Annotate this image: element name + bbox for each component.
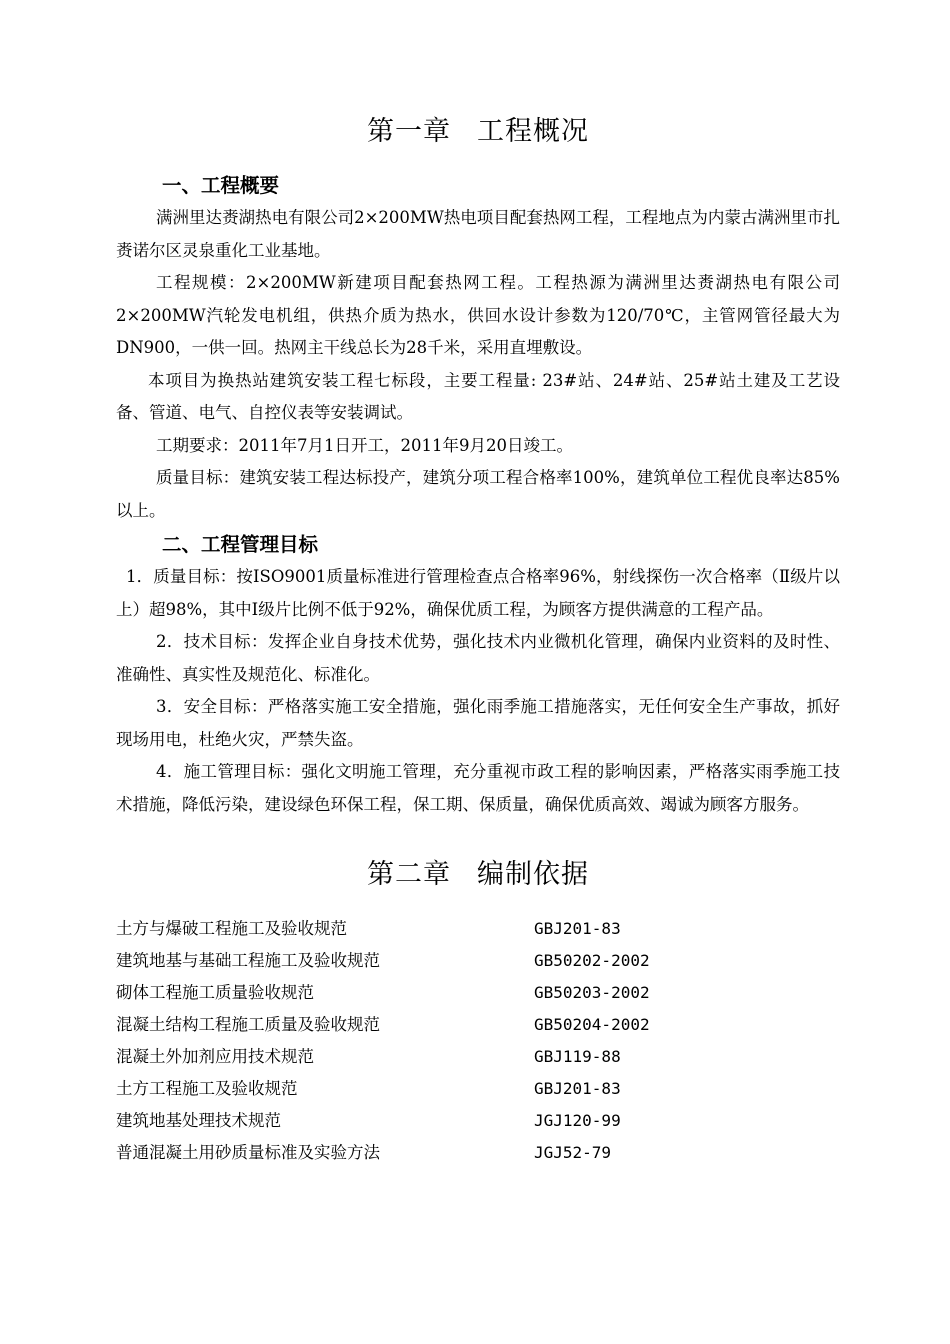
reference-name: 混凝土结构工程施工质量及验收规范 — [116, 1015, 380, 1034]
paragraph: 工程规模：2×200MW新建项目配套热网工程。工程热源为满洲里达赉湖热电有限公司2×200MW汽轮发电机组，供热介质为热水，供回水设计参数为120/70℃，主管网管径最大为DN900，一供一回。热网主干线总长为28千米，采用直埋敷设。 — [116, 273, 840, 357]
chapter-title — [116, 108, 840, 156]
reference-item — [116, 1105, 840, 1137]
reference-item — [116, 913, 840, 945]
chapter-name: 工程概况 — [477, 116, 589, 147]
paragraph: 3．安全目标：严格落实施工安全措施，强化雨季施工措施落实，无任何安全生产事故，抓好现场用电，杜绝火灾，严禁失盗。 — [116, 697, 840, 749]
reference-name: 土方工程施工及验收规范 — [116, 1079, 298, 1098]
section-title: 二、工程管理目标 — [162, 533, 319, 556]
paragraph: 1．质量目标：按ISO9001质量标准进行管理检查点合格率96%，射线探伤一次合格率（Ⅱ级片以上）超98%，其中Ⅰ级片比例不低于92%，确保优质工程，为顾客方提供满意的工程产品。 — [116, 567, 840, 619]
paragraph: 工期要求：2011年7月1日开工，2011年9月20日竣工。 — [156, 435, 573, 455]
section-title: 一、工程概要 — [162, 174, 280, 197]
reference-item — [116, 1073, 840, 1105]
reference-code: GB50203-2002 — [534, 983, 650, 1002]
reference-name: 建筑地基处理技术规范 — [116, 1111, 281, 1130]
chapter-number: 第二章 — [367, 859, 451, 890]
reference-code: GBJ201-83 — [534, 1079, 621, 1098]
chapter-title — [116, 851, 840, 899]
reference-name: 砌体工程施工质量验收规范 — [116, 983, 314, 1002]
paragraph: 2．技术目标：发挥企业自身技术优势，强化技术内业微机化管理，确保内业资料的及时性、准确性、真实性及规范化、标准化。 — [116, 632, 840, 684]
reference-item — [116, 1137, 840, 1169]
paragraph: 满洲里达赉湖热电有限公司2×200MW热电项目配套热网工程，工程地点为内蒙古满洲里市扎赉诺尔区灵泉重化工业基地。 — [116, 208, 840, 260]
chapter-number: 第一章 — [367, 116, 451, 147]
page-content — [116, 108, 840, 1169]
reference-item — [116, 945, 840, 977]
reference-code: JGJ120-99 — [534, 1111, 621, 1130]
reference-code: GBJ119-88 — [534, 1047, 621, 1066]
reference-name: 普通混凝土用砂质量标准及实验方法 — [116, 1143, 380, 1162]
paragraph: 质量目标：建筑安装工程达标投产，建筑分项工程合格率100%，建筑单位工程优良率达85%以上。 — [116, 468, 840, 520]
paragraph: 本项目为换热站建筑安装工程七标段，主要工程量: 23#站、24#站、25#站土建及工艺设备、管道、电气、自控仪表等安装调试。 — [116, 370, 840, 422]
reference-name: 土方与爆破工程施工及验收规范 — [116, 919, 347, 938]
reference-name: 建筑地基与基础工程施工及验收规范 — [116, 951, 380, 970]
reference-code: JGJ52-79 — [534, 1143, 612, 1162]
reference-item — [116, 977, 840, 1009]
paragraph: 4．施工管理目标：强化文明施工管理，充分重视市政工程的影响因素，严格落实雨季施工技术措施，降低污染，建设绿色环保工程，保工期、保质量，确保优质高效、竭诚为顾客方服务。 — [116, 762, 840, 814]
reference-list — [116, 913, 840, 1169]
reference-name: 混凝土外加剂应用技术规范 — [116, 1047, 314, 1066]
reference-item — [116, 1041, 840, 1073]
reference-code: GB50202-2002 — [534, 951, 650, 970]
reference-item — [116, 1009, 840, 1041]
reference-code: GBJ201-83 — [534, 919, 621, 938]
reference-code: GB50204-2002 — [534, 1015, 650, 1034]
chapter-name: 编制依据 — [477, 859, 589, 890]
